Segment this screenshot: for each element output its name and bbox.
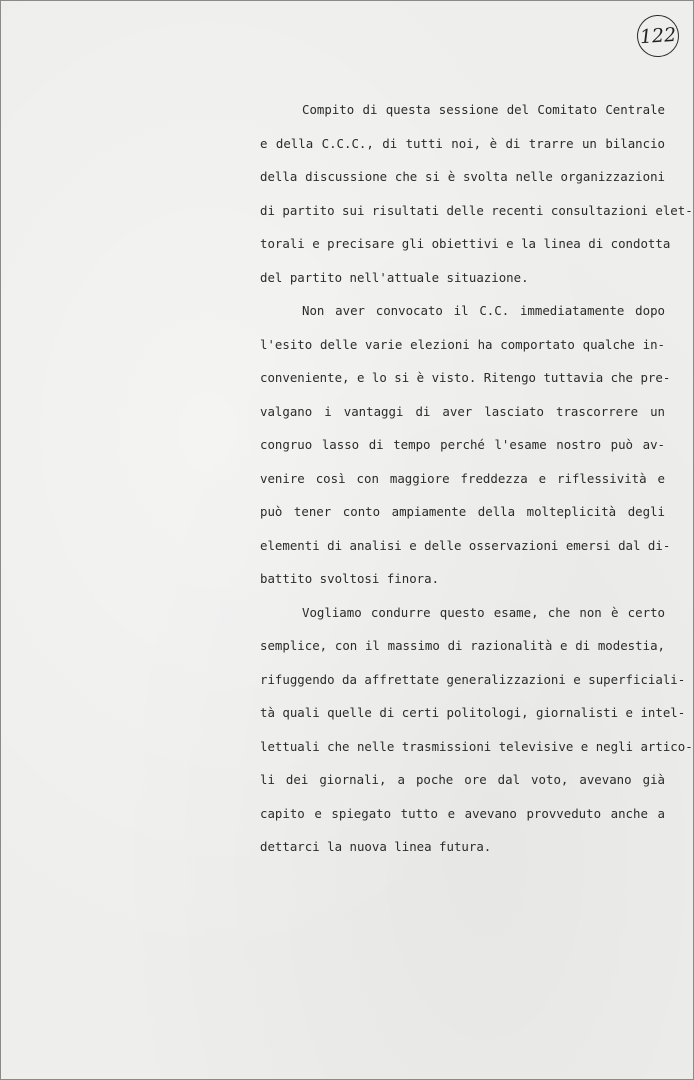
text-line: del partito nell'attuale situazione. — [260, 269, 529, 285]
text-line: torali e precisare gli obiettivi e la linea di condotta — [260, 236, 671, 251]
text-line: semplice, con il massimo di razionalità e di modestia, — [260, 638, 665, 653]
document-text — [260, 93, 693, 864]
text-line: rifuggendo da affrettate generalizzazioni e superficiali- — [260, 671, 686, 687]
text-line: congruo lasso di tempo perché l'esame nostro può av- — [260, 437, 665, 452]
page-number: 122 — [639, 23, 677, 49]
text-line: della discussione che si è svolta nelle organizzazioni — [260, 169, 665, 184]
text-line: Vogliamo condurre questo esame, che non è certo — [302, 604, 665, 620]
page-number-stamp — [636, 14, 681, 59]
text-line: e della C.C.C., di tutti noi, è di trarre un bilancio — [260, 135, 665, 151]
text-line: li dei giornali, a poche ore dal voto, avevano già — [260, 772, 665, 787]
text-line: Compito di questa sessione del Comitato Centrale — [302, 102, 665, 117]
paragraph — [260, 294, 671, 596]
text-line: battito svoltosi finora. — [260, 571, 440, 586]
text-line: dettarci la nuova linea futura. — [260, 839, 492, 854]
text-line: Non aver convocato il C.C. immediatamente dopo — [302, 303, 665, 318]
paragraph — [260, 93, 693, 294]
text-line: conveniente, e lo si è visto. Ritengo tuttavia che pre- — [260, 370, 671, 385]
text-line: lettuali che nelle trasmissioni televisive e negli artico- — [260, 738, 693, 754]
text-line: venire così con maggiore freddezza e riflessività e — [260, 470, 665, 486]
text-line: di partito sui risultati delle recenti consultazioni elet- — [260, 202, 693, 218]
text-line: l'esito delle varie elezioni ha comportato qualche in- — [260, 336, 665, 352]
text-line: tà quali quelle di certi politologi, giornalisti e intel- — [260, 705, 686, 720]
text-line: valgano i vantaggi di aver lasciato trascorrere un — [260, 403, 665, 419]
text-line: capito e spiegato tutto e avevano provveduto anche a — [260, 805, 665, 821]
text-line: può tener conto ampiamente della molteplicità degli — [260, 504, 665, 519]
text-line: elementi di analisi e delle osservazioni emersi dal di- — [260, 537, 671, 553]
paragraph — [260, 596, 693, 864]
